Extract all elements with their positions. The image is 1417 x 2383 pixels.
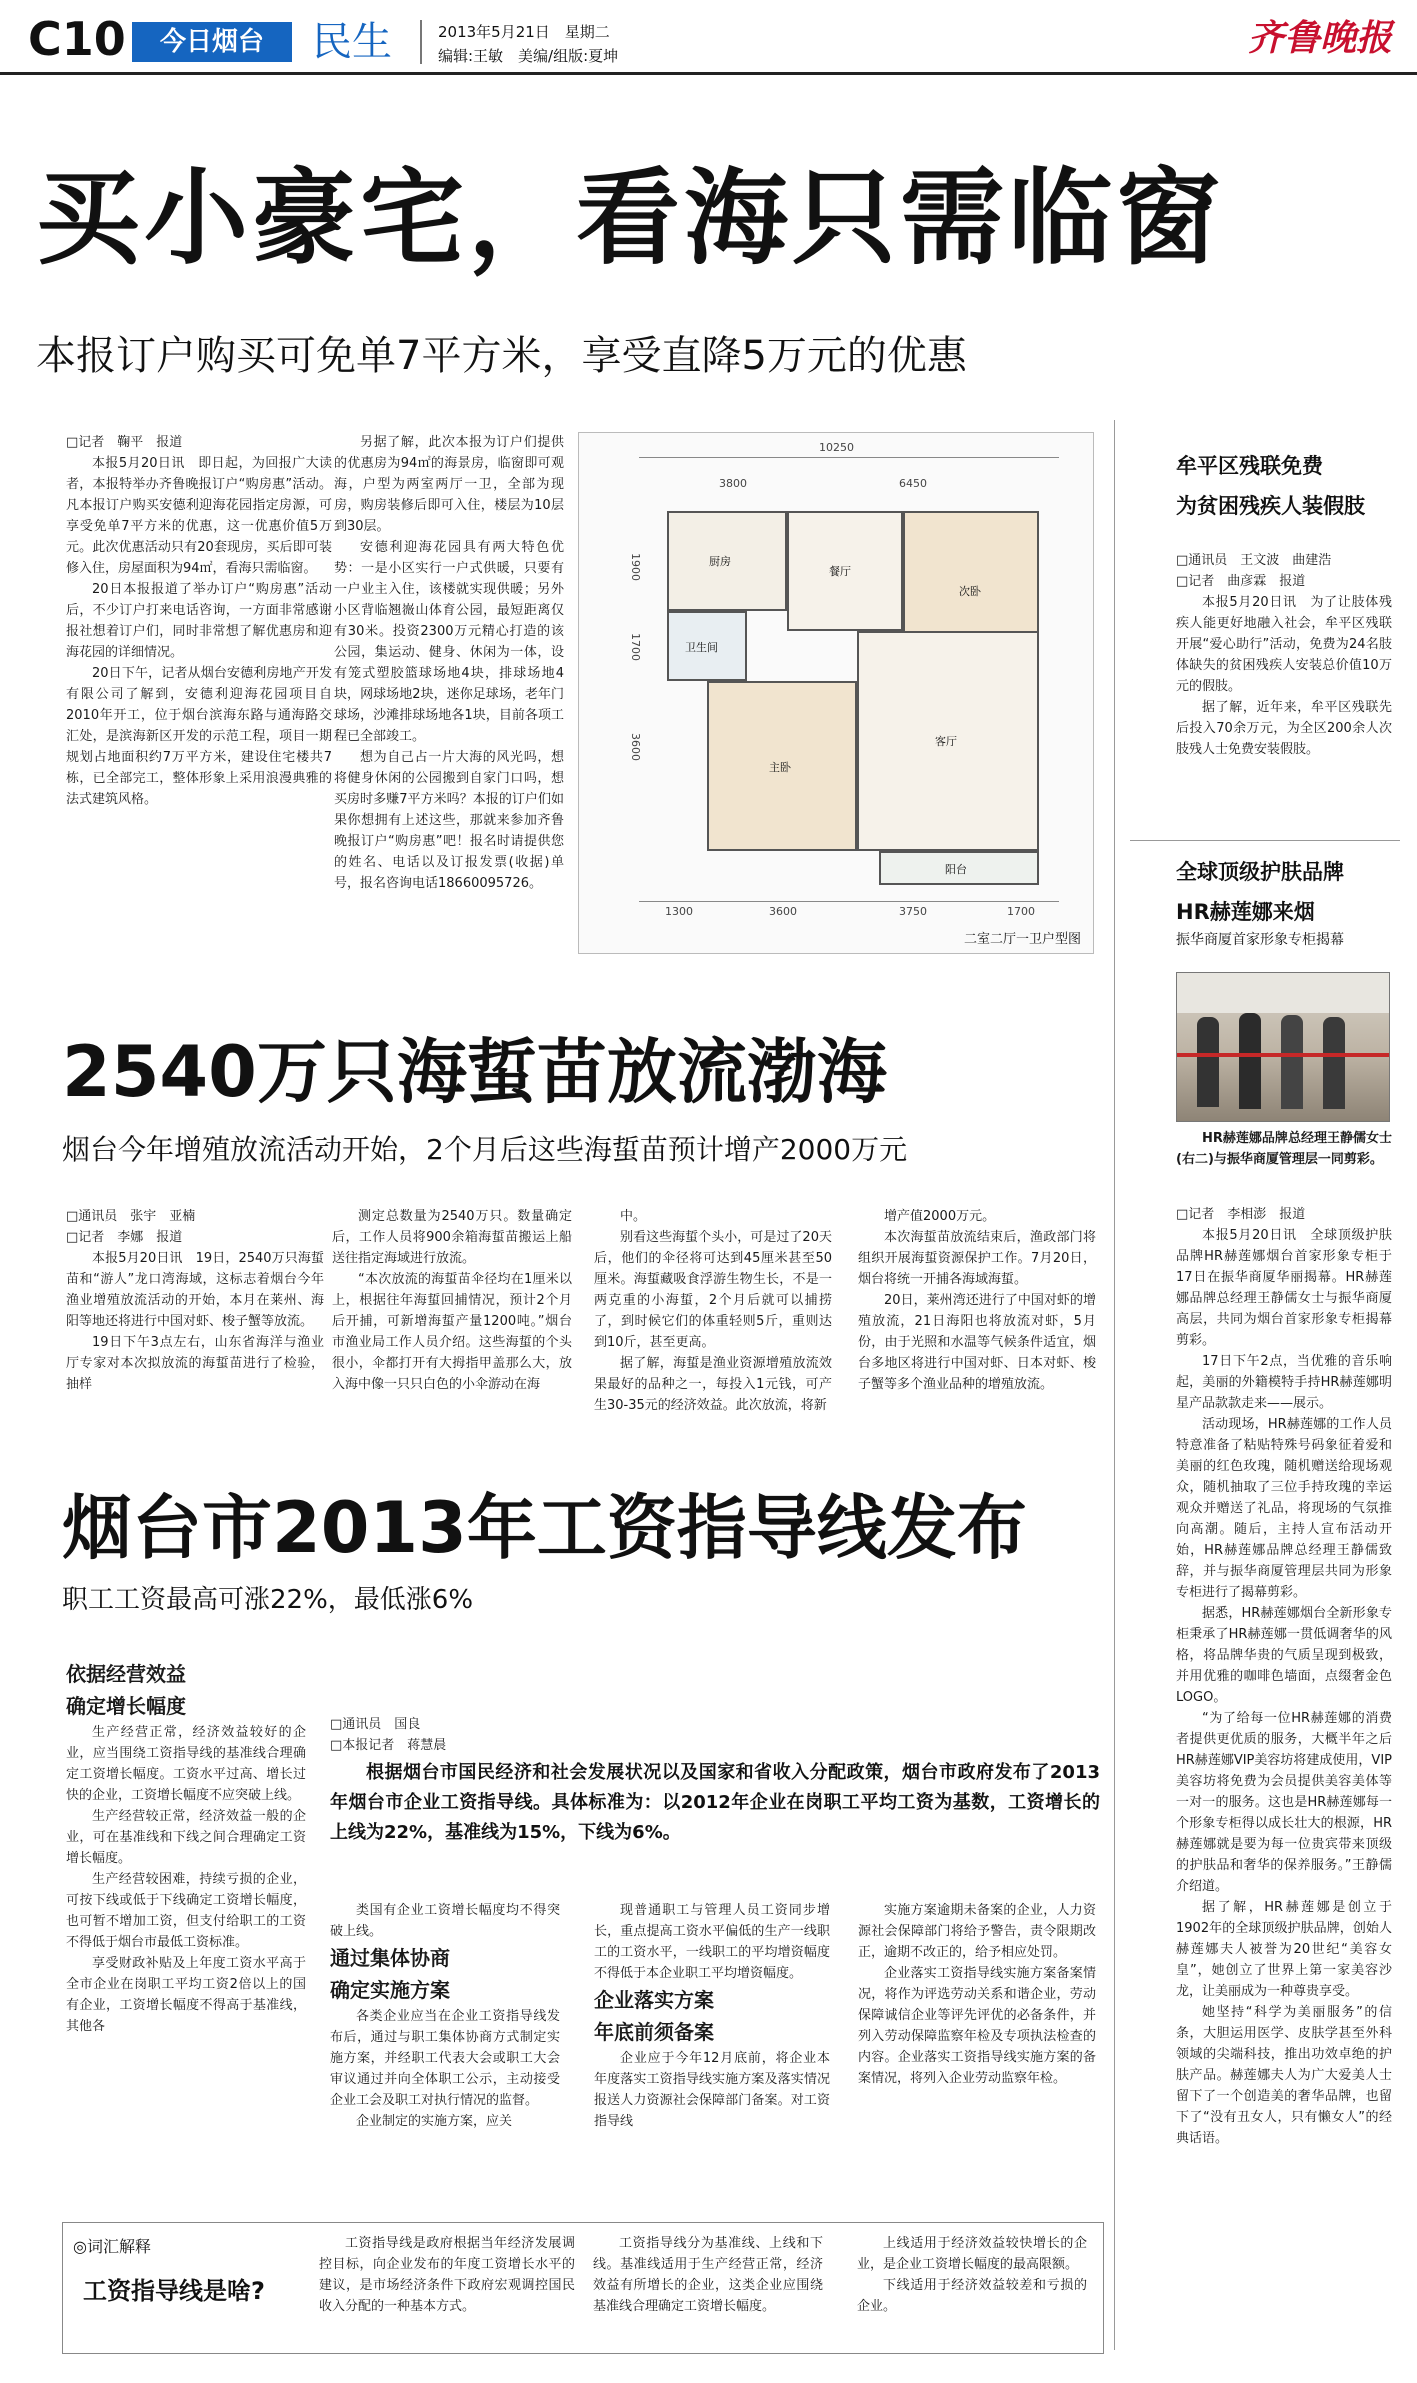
dimension-label: 6450 [899,477,927,490]
paragraph: 本报5月20日讯 为了让肢体残疾人能更好地融入社会，牟平区残联开展“爱心助行”活动，免费为24名肢体缺失的贫困残疾人安装总价值10万元的假肢。 [1176,595,1392,694]
dimension-label: 1300 [665,905,693,918]
paragraph: 她坚持“科学为美丽服务”的信条，大胆运用医学、皮肤学甚至外科领域的尖端科技，推出功效卓绝的护肤产品。赫莲娜夫人为广大爱美人士留下了一个创造美的奢华品牌，也留下了“没有丑女人，只有懒女人”的经典话语。 [1176,2005,1392,2146]
paragraph: 生产经营正常，经济效益较好的企业，应当围绕工资指导线的基准线合理确定工资增长幅度。工资水平过高、增长过快的企业，工资增长幅度不应突破上线。 [66,1725,306,1803]
glossary-tag: ◎词汇解释 [73,2237,151,2256]
issue-date: 2013年5月21日 星期二 [438,23,610,41]
floorplan-figure [578,432,1094,954]
paragraph: 企业制定的实施方案，应关 [356,2114,513,2129]
room-balcony: 阳台 [879,851,1039,885]
room-master-bedroom: 主卧 [707,681,857,851]
room-bathroom: 卫生间 [667,611,747,681]
article2-column-4 [858,1206,1096,1395]
article3-lead: 根据烟台市国民经济和社会发展状况以及国家和省收入分配政策，烟台市政府发布了2013年烟台市企业工资指导线。具体标准为：以2012年企业在岗职工平均工资为基数，工资增长的上线为22%，基准线为15%，下线为6%。 [330,1762,1100,1843]
dimension-label: 3750 [899,905,927,918]
article3-subhead-1: 依据经营效益 确定增长幅度 [66,1662,186,1718]
paragraph: 增产值2000万元。 [884,1209,996,1224]
article2-column-3 [594,1206,832,1416]
paragraph: 本报5月20日讯 19日，2540万只海蜇苗和“游人”龙口湾海域，这标志着烟台今年渔业增殖放流活动的开始，本月在莱州、海阳等地还将进行中国对虾、梭子蟹等放流。 [66,1251,324,1329]
article3-column-1 [66,1658,306,2037]
paragraph: “本次放流的海蜇苗伞径均在1厘米以上，根据往年海蜇回捕情况，预计2个月后开捕，可新增海蜇产量1200吨。”烟台市渔业局工作人员介绍。这些海蜇的个头很小，伞都打开有大拇指甲盖那么大，放入海中像一只只白色的小伞游动在海 [332,1272,572,1392]
paragraph: 享受财政补贴及上年度工资水平高于全市企业在岗职工平均工资2倍以上的国有企业，工资增长幅度不得高于基准线，其他各 [66,1956,306,2034]
paragraph: 企业应于今年12月底前，将企业本年度落实工资指导线实施方案及落实情况报送人力资源社会保障部门备案。对工资指导线 [594,2051,830,2129]
article3-bylines [330,1714,630,1756]
glossary-title: 工资指导线是啥? [83,2277,265,2305]
article3-column-3 [594,1900,830,2132]
paragraph: 本报5月20日讯 即日起，为回报广大读者，本报特举办齐鲁晚报订户“购房惠”活动。凡本报订户购买安德利迎海花园指定房源，可享受免单7平方米的优惠，这一优惠价值5万元。此次优惠活动只有20套现房，买后即可装修入住，房屋面积为94㎡，看海只需临窗。 [66,456,332,576]
article2-column-2 [332,1206,572,1395]
paragraph: 据了解，HR赫莲娜是创立于1902年的全球顶级护肤品牌，创始人赫莲娜夫人被誉为20世纪“美容女皇”，她创立了世界上第一家美容沙龙，让美丽成为一种尊贵享受。 [1176,1900,1392,1999]
article1-column-1 [66,432,332,810]
sidebar-divider [1114,420,1115,2350]
floorplan-caption: 二室二厅一卫户型图 [963,932,1081,947]
paragraph: 据悉，HR赫莲娜烟台全新形象专柜秉承了HR赫莲娜一贯低调奢华的风格，将品牌华贵的气质呈现到极致，并用优雅的咖啡色墙面，点缀奢金色LOGO。 [1176,1606,1392,1705]
dimension-line [639,901,1059,902]
ribbon-cutting-photo [1176,972,1390,1122]
article2-subtitle: 烟台今年增殖放流活动开始，2个月后这些海蜇苗预计增产2000万元 [62,1133,908,1166]
room-kitchen: 厨房 [667,511,787,611]
paragraph: 17日下午2点，当优雅的音乐响起，美丽的外籍模特手持HR赫莲娜明星产品款款走来——展示。 [1176,1354,1392,1411]
dimension-label: 1700 [629,633,642,661]
section-name: 民生 [312,19,392,65]
article3-subhead-2: 通过集体协商 确定实施方案 [330,1946,450,2002]
article2-byline-1: □通讯员 张宇 亚楠 [66,1209,196,1224]
paragraph: 19日下午3点左右，山东省海洋与渔业厅专家对本次拟放流的海蜇苗进行了检验，抽样 [66,1335,324,1392]
glossary-column-2: 工资指导线分为基准线、上线和下线。基准线适用于生产经营正常，经济效益有所增长的企业，这类企业应围绕基准线合理确定工资增长幅度。 [593,2236,823,2314]
article3-title: 烟台市2013年工资指导线发布 [62,1487,1027,1569]
header-rule [0,72,1417,75]
sidebar1-body: □通讯员 王文波 曲建浩 □记者 曲彦霖 报道 本报5月20日讯 为了让肢体残疾人能更好地融入社会，牟平区残联开展“爱心助行”活动，免费为24名肢体缺失的贫困残疾人安装总价值10万元的假肢。 据了解，近年来，牟平区残联先后投入70余万元，为全区200余人次肢残人士免费安装假肢。 [1176,550,1392,760]
glossary-column-3: 上线适用于经济效益较快增长的企业，是企业工资增长幅度的最高限额。 下线适用于经济效益较差和亏损的企业。 [857,2236,1087,2314]
paragraph: 20日本报报道了举办订户“购房惠”活动后，不少订户打来电话咨询，一方面非常感谢报社想着订户们，同时非常想了解优惠房和迎海花园的详细情况。 [66,582,332,660]
paragraph: 据了解，近年来，牟平区残联先后投入70余万元，为全区200余人次肢残人士免费安装假肢。 [1176,700,1392,757]
paragraph: “为了给每一位HR赫莲娜的消费者提供更优质的服务，大概半年之后HR赫莲娜VIP美容坊将建成使用，VIP美容坊将免费为会员提供美容美体等一对一的服务。这也是HR赫莲娜每一个形象专柜得以成长壮大的根源，HR赫莲娜就是要为每一位贵宾带来顶级的护肤品和奢华的保养服务。”王静儒介绍道。 [1176,1711,1392,1894]
dimension-label: 10250 [819,441,854,454]
dimension-label: 3600 [629,733,642,761]
section-tag: 今日烟台 [132,22,292,62]
paragraph: 20日下午，记者从烟台安德利房地产开发有限公司了解到，安德利迎海花园项目自2010年开工，位于烟台滨海东路与通海路交汇处，是滨海新区开发的示范工程，项目一期规划占地面积约7万平方米，建设住宅楼共7栋，已全部完工，整体形象上采用浪漫典雅的法式建筑风格。 [66,666,332,807]
page-editors: 编辑:王敏 美编/组版:夏坤 [438,47,619,65]
paragraph: 据了解，海蜇是渔业资源增殖放流效果最好的品种之一，每投入1元钱，可产生30-35元的经济效益。此次放流，将新 [594,1356,832,1413]
paragraph: 本次海蜇苗放流结束后，渔政部门将组织开展海蜇资源保护工作。7月20日，烟台将统一开捕各海域海蜇。 [858,1230,1096,1287]
newspaper-masthead: 齐鲁晚报 [1248,17,1393,59]
paragraph: 20日，莱州湾还进行了中国对虾的增殖放流，21日海阳也将放流对虾，5月份，由于光照和水温等气候条件适宜，烟台多地区将进行中国对虾、日本对虾、梭子蟹等多个渔业品种的增殖放流。 [858,1293,1096,1392]
paragraph: 本报5月20日讯 全球顶级护肤品牌HR赫莲娜烟台首家形象专柜于17日在振华商厦华丽揭幕。HR赫莲娜品牌总经理王静儒女士与振华商厦高层，共同为烟台首家形象专柜揭幕剪彩。 [1176,1228,1392,1348]
article3-column-4 [858,1900,1096,2089]
article3-byline-2: □本报记者 蒋慧晨 [330,1738,447,1753]
dimension-line [639,457,1059,458]
sidebar2-title: 全球顶级护肤品牌 HR赫莲娜来烟 [1176,860,1344,924]
dimension-label: 3600 [769,905,797,918]
paragraph: 想为自己占一片大海的风光吗，想将健身休闲的公园搬到自家门口吗，想买房时多赚7平方米吗？本报的订户们如果你想拥有上述这些，那就来参加齐鲁晚报订户“购房惠”吧！报名时请提供您的姓名、电话以及订报发票(收据)单号，报名咨询电话18660095726。 [334,750,564,891]
article1-subtitle: 本报订户购买可免单7平方米，享受直降5万元的优惠 [36,333,967,379]
dimension-label: 1700 [1007,905,1035,918]
paragraph: 各类企业应当在企业工资指导线发布后，通过与职工集体协商方式制定实施方案，并经职工代表大会或职工大会审议通过并向全体职工公示，主动接受企业工会及职工对执行情况的监督。 [330,2009,560,2108]
article1-byline: □记者 鞠平 报道 [66,435,183,450]
paragraph: 活动现场，HR赫莲娜的工作人员特意准备了粘贴特殊号码象征着爱和美丽的红色玫瑰，随机赠送给现场观众，随机抽取了三位手持玫瑰的幸运观众并赠送了礼品，将现场的气氛推向高潮。随后，主持人宣布活动开始，HR赫莲娜品牌总经理王静儒致辞，并与振华商厦管理层共同为形象专柜进行了揭幕剪彩。 [1176,1417,1392,1600]
paragraph: 实施方案逾期未备案的企业，人力资源社会保障部门将给予警告，责令限期改正，逾期不改正的，给予相应处罚。 [858,1903,1096,1960]
page-header [0,0,1417,72]
room-second-bedroom: 次卧 [903,511,1039,671]
header-divider [420,20,422,64]
article1-column-2 [334,432,564,894]
paragraph: 安德利迎海花园具有两大特色优势：一是小区实行一户式供暖，只要有一户业主入住，该楼就实现供暖；另外小区背临翘嶶山体育公园，最短距离仅有30米。投资2300万元精心打造的该公园，集运动、健身、休闲为一体，设有笼式塑胶篮球场地4块，排球场地4块，网球场地2块，迷你足球场，老年门球场，沙滩排球场地各1块，目前各项工程已全部竣工。 [334,540,564,744]
article3-column-2 [330,1900,560,2132]
paragraph: 别看这些海蜇个头小，可是过了20天后，他们的伞径将可达到45厘米甚至50厘米。海蜇藏吸食浮游生物生长，不是一两克重的小海蜇，2个月后就可以捕捞了，到时候它们的体重轻则5斤，重则达到10斤，甚至更高。 [594,1230,832,1350]
glossary-column-1: 工资指导线是政府根据当年经济发展调控目标，向企业发布的年度工资增长水平的建议，是市场经济条件下政府宏观调控国民收入分配的一种基本方式。 [319,2236,575,2314]
dimension-label: 1900 [629,553,642,581]
paragraph: 生产经营较正常，经济效益一般的企业，可在基准线和下线之间合理确定工资增长幅度。 [66,1809,306,1866]
glossary-box [62,2222,1104,2354]
paragraph: 生产经营较困难，持续亏损的企业，可按下线或低于下线确定工资增长幅度，也可暂不增加工资，但支付给职工的工资不得低于烟台市最低工资标准。 [66,1872,306,1950]
sidebar1-title: 牟平区残联免费 为贫困残疾人装假肢 [1176,454,1365,518]
paragraph: 类国有企业工资增长幅度均不得突破上线。 [330,1903,560,1939]
page-number: C10 [28,12,126,66]
paragraph: 测定总数量为2540万只。数量确定后，工作人员将900余箱海蜇苗搬运上船送往指定海域进行放流。 [332,1209,572,1266]
sidebar2-subtitle: 振华商厦首家形象专柜揭幕 [1176,932,1344,948]
article1-title: 买小豪宅，看海只需临窗 [36,157,1225,279]
paragraph: 另据了解，此次本报为订户们提供的优惠房为94㎡的海景房，临窗即可观海，户型为两室两厅一卫，全部为现房，购房装修后即可入住，楼层为10层到30层。 [334,435,564,534]
room-dining: 餐厅 [787,511,903,631]
article3-subhead-3: 企业落实方案 年底前须备案 [594,1988,714,2044]
article2-byline-2: □记者 李娜 报道 [66,1230,183,1245]
room-living: 客厅 [857,631,1039,851]
article2-column-1 [66,1206,324,1395]
paragraph: 中。 [620,1209,647,1224]
paragraph: 企业落实工资指导线实施方案备案情况，将作为评选劳动关系和谐企业，劳动保障诚信企业等评先评优的必备条件，并列入劳动保障监察年检及专项执法检查的内容。企业落实工资指导线实施方案的备案情况，将列入企业劳动监察年检。 [858,1966,1096,2086]
sidebar-separator [1130,840,1400,841]
dimension-label: 3800 [719,477,747,490]
photo-caption: HR赫莲娜品牌总经理王静儒女士(右二)与振华商厦管理层一同剪彩。 [1176,1131,1392,1167]
sidebar2-body: □记者 李相澎 报道 本报5月20日讯 全球顶级护肤品牌HR赫莲娜烟台首家形象专柜于17日在振华商厦华丽揭幕。HR赫莲娜品牌总经理王静儒女士与振华商厦高层，共同为烟台首家形象专柜揭幕剪彩。 17日下午2点，当优雅的音乐响起，美丽的外籍模特手持HR赫莲娜明星产品款款走来——展示。 活动现场，HR赫莲娜的工作人员特意准备了粘贴特殊号码象征着爱和美丽的红色玫瑰，随机赠送给现场观众，随机抽取了三位手持玫瑰的幸运观众并赠送了礼品，将现场的气氛推向高潮。随后，主持人宣布活动开始，HR赫莲娜品牌总经理王静儒致辞，并与振华商厦管理层共同为形象专柜进行了揭幕剪彩。 据悉，HR赫莲娜烟台全新形象专柜秉承了HR赫莲娜一贯低调奢华的风格，将品牌华贵的气质呈现到极致，并用优雅的咖啡色墙面，点缀奢金色LOGO。 “为了给每一位HR赫莲娜的消费者提供更优质的服务，大概半年之后HR赫莲娜VIP美容坊将建成使用，VIP美容坊将免费为会员提供美容美体等一对一的服务。这也是HR赫莲娜每一个形象专柜得以成长壮大的根源，HR赫莲娜就是要为每一位贵宾带来顶级的护肤品和奢华的保养服务。”王静儒介绍道。 据了解，HR赫莲娜是创立于1902年的全球顶级护肤品牌，创始人赫莲娜夫人被誉为20世纪“美容女皇”，她创立了世界上第一家美容沙龙，让美丽成为一种尊贵享受。 她坚持“科学为美丽服务”的信条，大胆运用医学、皮肤学甚至外科领域的尖端科技，推出功效卓绝的护肤产品。赫莲娜夫人为广大爱美人士留下了一个创造美的奢华品牌，也留下了“没有丑女人，只有懒女人”的经典话语。 [1176,1204,1392,2149]
paragraph: 现普通职工与管理人员工资同步增长，重点提高工资水平偏低的生产一线职工的工资水平，一线职工的平均增资幅度不得低于本企业职工平均增资幅度。 [594,1903,830,1981]
article3-byline-1: □通讯员 国良 [330,1717,421,1732]
article2-title: 2540万只海蜇苗放流渤海 [62,1031,887,1113]
article3-subtitle: 职工工资最高可涨22%，最低涨6% [62,1585,474,1615]
